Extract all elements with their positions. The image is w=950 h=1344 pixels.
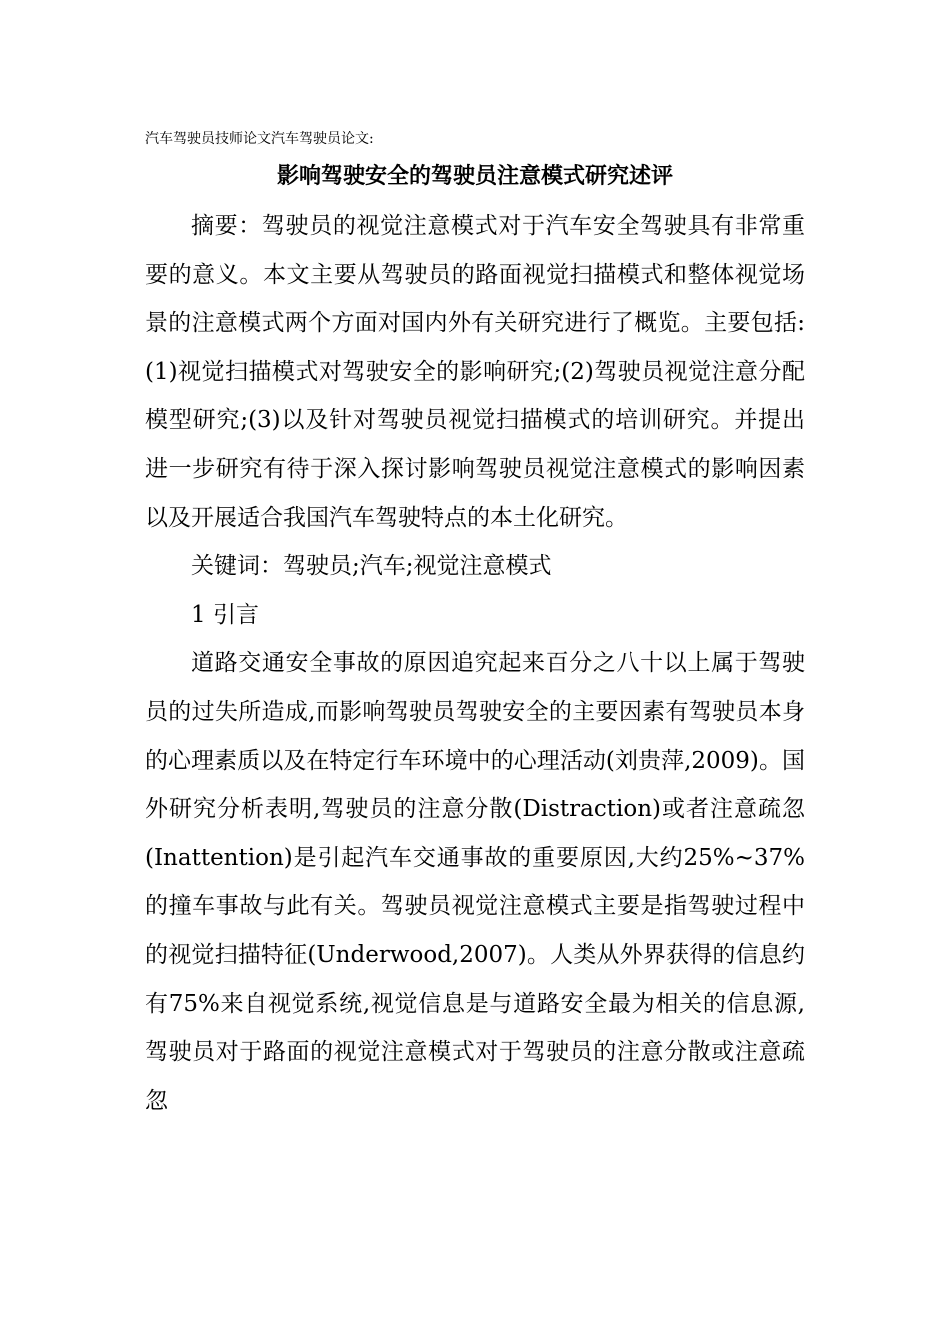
document-header: 汽车驾驶员技师论文汽车驾驶员论文:: [145, 131, 374, 147]
keywords-paragraph: 关键词：驾驶员;汽车;视觉注意模式: [191, 553, 552, 580]
intro-paragraph: 道路交通安全事故的原因追究起来百分之八十以上属于驾驶员的过失所造成,而影响驾驶员驾驶安全的主要因素有驾驶员本身的心理素质以及在特定行车环境中的心理活动(刘贵萍,2009)。国外研究分析表明,驾驶员的注意分散(Distraction)或者注意疏忽(Inattention)是引起汽车交通事故的重要原因,大约25%~37%的撞车事故与此有关。驾驶员视觉注意模式主要是指驾驶过程中的视觉扫描特征(Underwood,2007)。人类从外界获得的信息约有75%来自视觉系统,视觉信息是与道路安全最为相关的信息源,驾驶员对于路面的视觉注意模式对于驾驶员的注意分散或注意疏忽: [145, 650, 805, 1114]
document-title: 影响驾驶安全的驾驶员注意模式研究述评: [276, 164, 673, 189]
section-heading: 1 引言: [191, 601, 259, 628]
abstract-paragraph: 摘要：驾驶员的视觉注意模式对于汽车安全驾驶具有非常重要的意义。本文主要从驾驶员的路面视觉扫描模式和整体视觉场景的注意模式两个方面对国内外有关研究进行了概览。主要包括:(1)视觉扫描模式对驾驶安全的影响研究;(2)驾驶员视觉注意分配模型研究;(3)以及针对驾驶员视觉扫描模式的培训研究。并提出进一步研究有待于深入探讨影响驾驶员视觉注意模式的影响因素以及开展适合我国汽车驾驶特点的本土化研究。: [145, 213, 805, 531]
document-body: [145, 202, 805, 1125]
